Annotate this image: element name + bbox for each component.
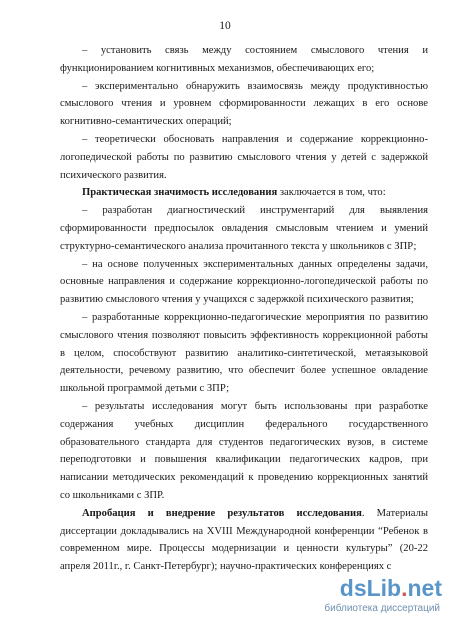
watermark-logo-tld: net [407,575,442,601]
paragraph [60,309,428,398]
body-text [60,42,428,576]
watermark-caption: библиотека диссертаций [324,603,440,614]
section-heading: Практическая значимость исследования [82,187,278,199]
paragraph [60,256,428,309]
paragraph [60,202,428,255]
paragraph-text: – теоретически обосновать направления и содержание коррекционно-логопедической работы по развитию смыслового чтения у детей с задержкой психического развития. [60,133,428,181]
paragraph-text: . Материалы диссертации докладывались на XVIII Международной конференции “Ребенок в современном мире. Процессы модернизации и ценности культуры” (20-22 апреля 2011г., г. Санкт-Петербург); научно-практических конференциях с [60,507,428,573]
paragraph-text: – экспериментально обнаружить взаимосвязь между продуктивностью смыслового чтения и уровнем сформированности лежащих в его основе когнитивно-семантических операций; [60,80,428,128]
paragraph-text: – разработан диагностический инструментарий для выявления сформированности предпосылок овладения смысловым чтением и умений структурно-семантического анализа прочитанного текста у школьников с ЗПР; [60,205,428,252]
section-heading: Апробация и внедрение результатов исследования [82,507,362,519]
paragraph-text: – разработанные коррекционно-педагогические мероприятия по развитию смыслового чтения позволяют повысить эффективность коррекционной работы в целом, способствуют развитию аналитико-синтетической, метаязыковой деятельности, речевому развитию, что обеспечит более успешное овладение школьной программой детьми с ЗПР; [60,311,428,395]
paragraph-text: заключается в том, что: [277,187,386,199]
watermark-logo-main: dsLib [339,575,402,601]
paragraph-text: – установить связь между состоянием смыслового чтения и функционированием когнитивных механизмов, обеспечивающих его; [60,45,428,74]
page-number: 10 [219,20,231,32]
paragraph [60,42,428,78]
watermark-logo-dot: . [401,575,408,601]
paragraph [60,131,428,184]
paragraph-text: – на основе полученных экспериментальных данных определены задачи, основные направления и содержание коррекционно-логопедической работы по развитию смыслового чтения у учащихся с задержкой психического развития; [60,258,428,306]
watermark-logo [340,576,442,600]
paragraph [60,505,428,576]
paragraph [60,398,428,505]
watermark [324,576,442,620]
paragraph-text: – результаты исследования могут быть использованы при разработке содержания учебных дисциплин федерального государственного образовательного стандарта для студентов педагогических вузов, в системе переподготовки и повышения квалификации педагогических кадров, при написании методических рекомендаций к проведению коррекционных занятий со школьниками с ЗПР. [60,400,428,501]
paragraph [60,78,428,131]
paragraph [60,184,428,202]
